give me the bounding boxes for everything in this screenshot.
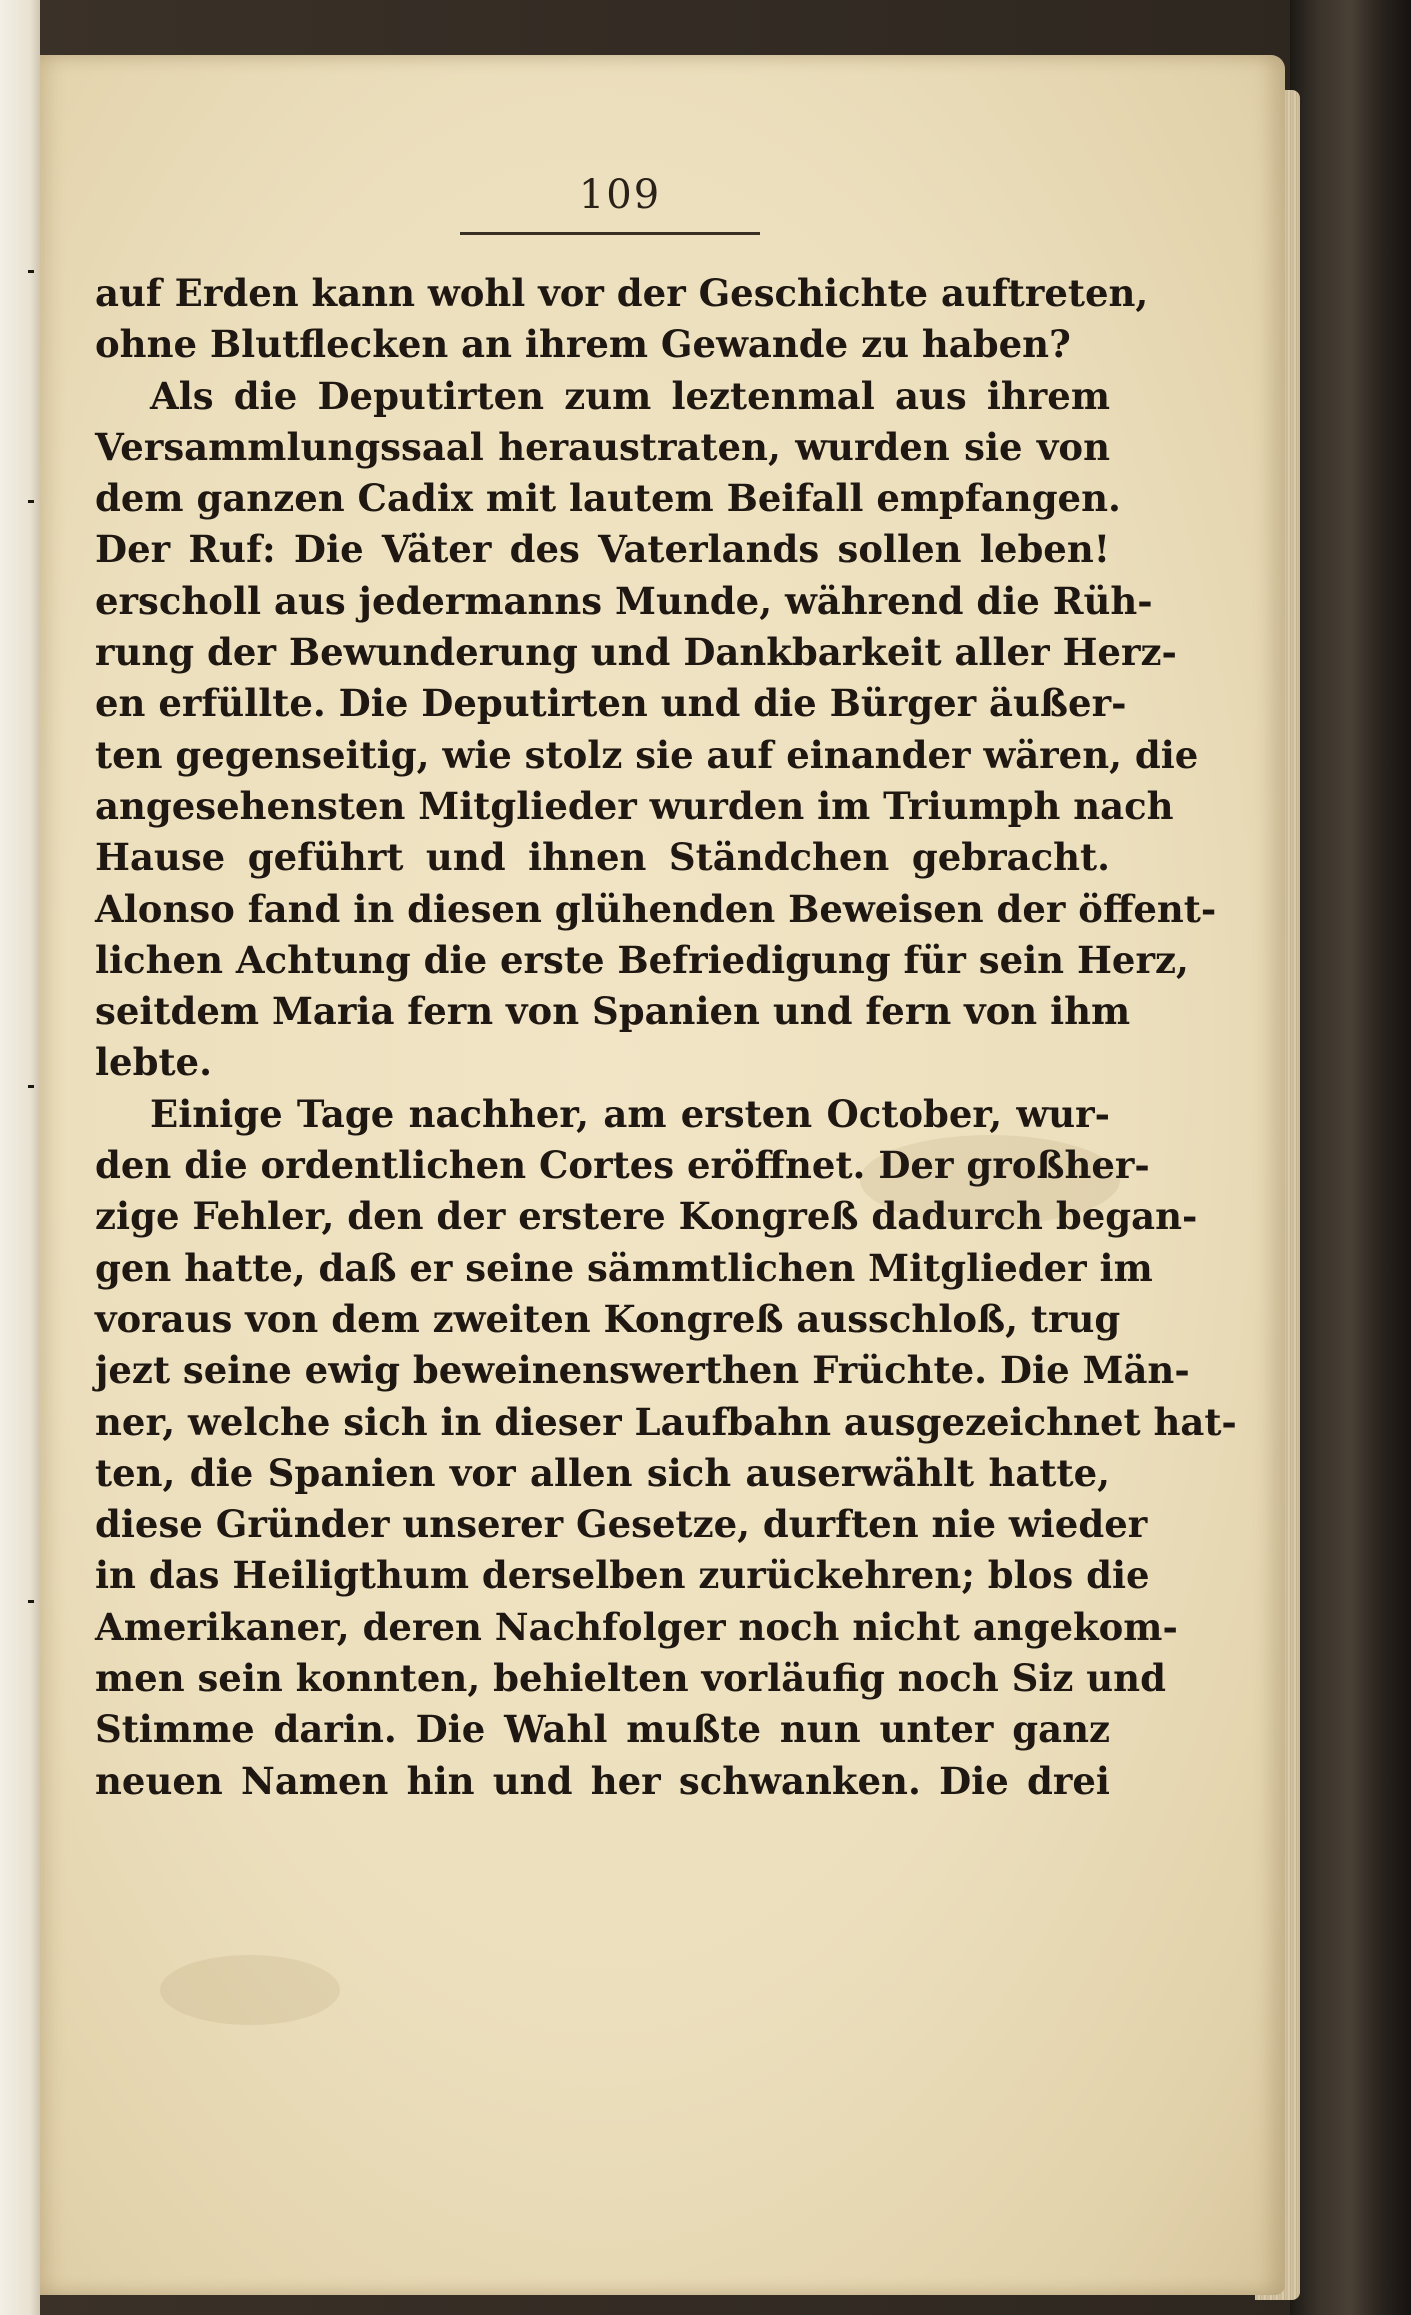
text-line: in das Heiligthum derselben zurückehren; blos die [95,1553,1150,1598]
text-line: Versammlungssaal heraustraten, wurden sie von [95,424,1110,469]
text-line: erscholl aus jedermanns Munde, während die Rüh- [95,578,1153,623]
text-line: jezt seine ewig beweinenswerthen Früchte. Die Män- [95,1348,1190,1393]
text-line: Als die Deputirten zum leztenmal aus ihrem [150,373,1110,418]
text-line: angesehensten Mitglieder wurden im Triumph nach [95,783,1174,828]
text-line: zige Fehler, den der erstere Kongreß dadurch began- [95,1194,1198,1239]
margin-mark [28,1600,34,1603]
text-line: dem ganzen Cadix mit lautem Beifall empfangen. [95,476,1121,521]
text-line: diese Gründer unserer Gesetze, durften nie wieder [95,1502,1148,1547]
text-line: den die ordentlichen Cortes eröffnet. Der großher- [95,1143,1150,1188]
text-line: lebte. [95,1040,212,1085]
header-rule [460,232,760,235]
paper-stain [160,1955,340,2025]
text-line: Amerikaner, deren Nachfolger noch nicht angekom- [95,1604,1178,1649]
text-line: Hause geführt und ihnen Ständchen gebracht. [95,835,1110,880]
page-number: 109 [578,172,662,218]
text-line: rung der Bewunderung und Dankbarkeit aller Herz- [95,630,1177,675]
text-line: Einige Tage nachher, am ersten October, wur- [150,1091,1110,1136]
body-text [95,268,1237,1807]
text-line: ner, welche sich in dieser Laufbahn ausgezeichnet hat- [95,1399,1237,1444]
text-line: Stimme darin. Die Wahl mußte nun unter ganz [95,1707,1110,1752]
text-line: ohne Blutflecken an ihrem Gewande zu haben? [95,322,1071,367]
margin-mark [28,1085,34,1088]
text-line: Alonso fand in diesen glühenden Beweisen der öffent- [95,886,1217,931]
text-line: lichen Achtung die erste Befriedigung für sein Herz, [95,937,1189,982]
margin-mark [28,270,34,273]
text-line: neuen Namen hin und her schwanken. Die drei [95,1758,1110,1803]
text-line: gen hatte, daß er seine sämmtlichen Mitglieder im [95,1245,1153,1290]
text-line: en erfüllte. Die Deputirten und die Bürger äußer- [95,681,1127,726]
text-line: voraus von dem zweiten Kongreß ausschloß, trug [95,1296,1121,1341]
margin-mark [28,500,34,503]
book-cover-edge [1290,0,1411,2315]
text-line: seitdem Maria fern von Spanien und fern von ihm [95,989,1131,1034]
text-line: auf Erden kann wohl vor der Geschichte auftreten, [95,271,1149,315]
facing-page-edge [0,0,40,2315]
text-line: men sein konnten, behielten vorläufig noch Siz und [95,1656,1166,1701]
text-line: Der Ruf: Die Väter des Vaterlands sollen leben! [95,527,1110,572]
text-line: ten, die Spanien vor allen sich auserwählt hatte, [95,1450,1110,1495]
text-line: ten gegenseitig, wie stolz sie auf einander wären, die [95,732,1199,777]
